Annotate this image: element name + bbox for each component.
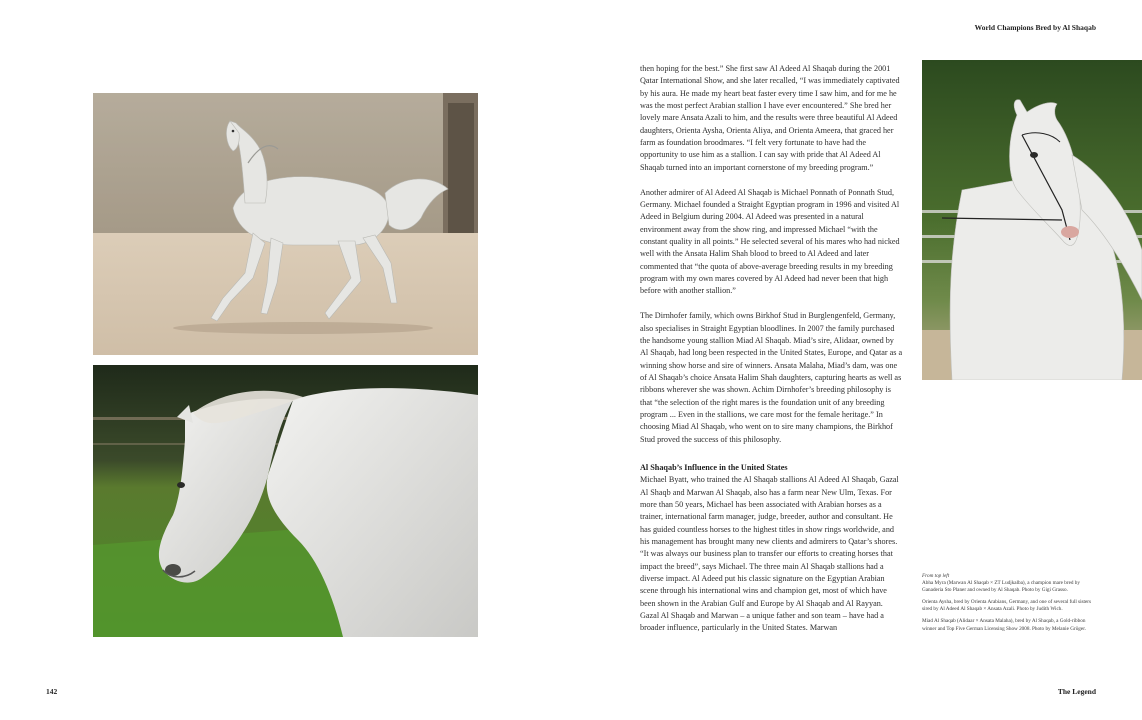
article-paragraph: Michael Byatt, who trained the Al Shaqab stallions Al Adeed Al Shaqab, Gazal Al Shaqb and Marwan Al Shaqab, also has a farm near New Ulm, Texas. For more than 50 years, Michael has been associated with Arabian horses as a trainer, international farm manager, judge, breeder, author and consultant. He has guided countless horses to the highest titles in show rings worldwide, and his management has brought many new clients and admirers to Qatar’s shores. “It was always our business plan to transfer our efforts to creating horses that impact the breed”, says Michael. The three main Al Shaqab stallions had a diverse impact. Al Adeed put his classic signature on the Egyptian Arabian scene through his international wins and champion get, most of which have been shown in the Arabian Gulf and Europe by Al Shaqab and Al Rayyan. Gazal Al Shaqab and Marwan – a unique father and son team – have had a broader influence, particularly in the United States. Marwan (640, 475, 899, 633)
caption-item: Abha Myra (Marwan Al Shaqab × ZT Ludjkalba), a champion mare bred by Ganaderia Sto Planer and owned by Al Shaqab. Photo by Gigi Grasso. (922, 580, 1080, 594)
caption-item: Orienta Aysha, bred by Orienta Arabians, Germany, and one of several full sisters sired by Al Adeed Al Shaqab × Ansata Azali. Photo by Judith Wich. (922, 599, 1092, 613)
article-body (640, 63, 903, 647)
article-paragraph: then hoping for the best.” She first saw Al Adeed Al Shaqab during the 2001 Qatar International Show, and she later recalled, “I was immediately captivated by his aura. He made my heart beat faster every time I saw him, and for me he was the most perfect Arabian stallion I have ever encountered.” She bred her lovely mare Ansata Azali to him, and the results were three beautiful Al Adeed daughters, Orienta Aysha, Orienta Aliya, and Orienta Ameera, that graced her farm as foundation broodmares. “I felt very fortunate to have had the opportunity to use him as a stallion. I can say with pride that Al Adeed Al Shaqab turned into an important cornerstone of my breeding program.” (640, 64, 900, 172)
page-number: 142 (46, 687, 58, 696)
photo-captions (922, 573, 1092, 638)
section-heading: Al Shaqab’s Influence in the United States (640, 462, 788, 472)
grey-arabian-horse-head-profile-photo (93, 365, 478, 637)
article-paragraph: Another admirer of Al Adeed Al Shaqab is Michael Ponnath of Ponnath Stud, Germany. Michael founded a Straight Egyptian program in 1996 and visited Al Adeed in Belgium during 2004. Al Adeed was presented in a natural environment away from the show ring, and impressed Michael “with the constant quality in all points.” He selected several of his mares who had nicked well with the Ansata Halim Shah blood to breed to Al Adeed and later commented that “the quota of above-average breeding results in my breeding program with my own mares covered by Al Adeed had never been that high before with another stallion.” (640, 187, 900, 296)
book-title-footer: The Legend (1057, 687, 1096, 696)
running-header: World Champions Bred by Al Shaqab (974, 23, 1096, 32)
grey-arabian-horse-trotting-photo (93, 93, 478, 355)
article-paragraph: The Dirnhofer family, which owns Birkhof Stud in Burglengenfeld, Germany, also specialises in Straight Egyptian bloodlines. In 2007 the family purchased the handsome young stallion Miad Al Shaqab. Miad’s sire, Alidaar, owned by Al Shaqab, had long been respected in the United States, Europe, and Qatar as a winning show horse and sire of winners. Ansata Malaha, Miad’s dam, was one of Al Shaqab’s choice Ansata Halim Shah daughters, capturing hearts as well as ribbons wherever she was shown. Achim Dirnhofer’s breeding philosophy is that “the selection of the right mares is the foundation unit of any breeding program ... Even in the stallions, we care most for the female heritage.” In choosing Miad Al Shaqab, who went on to sire many champions, the Birkhof Stud proved the success of this philosophy. (640, 311, 903, 444)
caption-lead: From top left (922, 573, 950, 579)
white-arabian-horse-portrait-photo (922, 60, 1142, 380)
caption-item: Miad Al Shaqab (Alidaar × Ansata Malaha), bred by Al Shaqab, a Gold-ribbon winner and Top Five German Licensing Show 2008. Photo by Melanie Gröger. (922, 618, 1086, 632)
